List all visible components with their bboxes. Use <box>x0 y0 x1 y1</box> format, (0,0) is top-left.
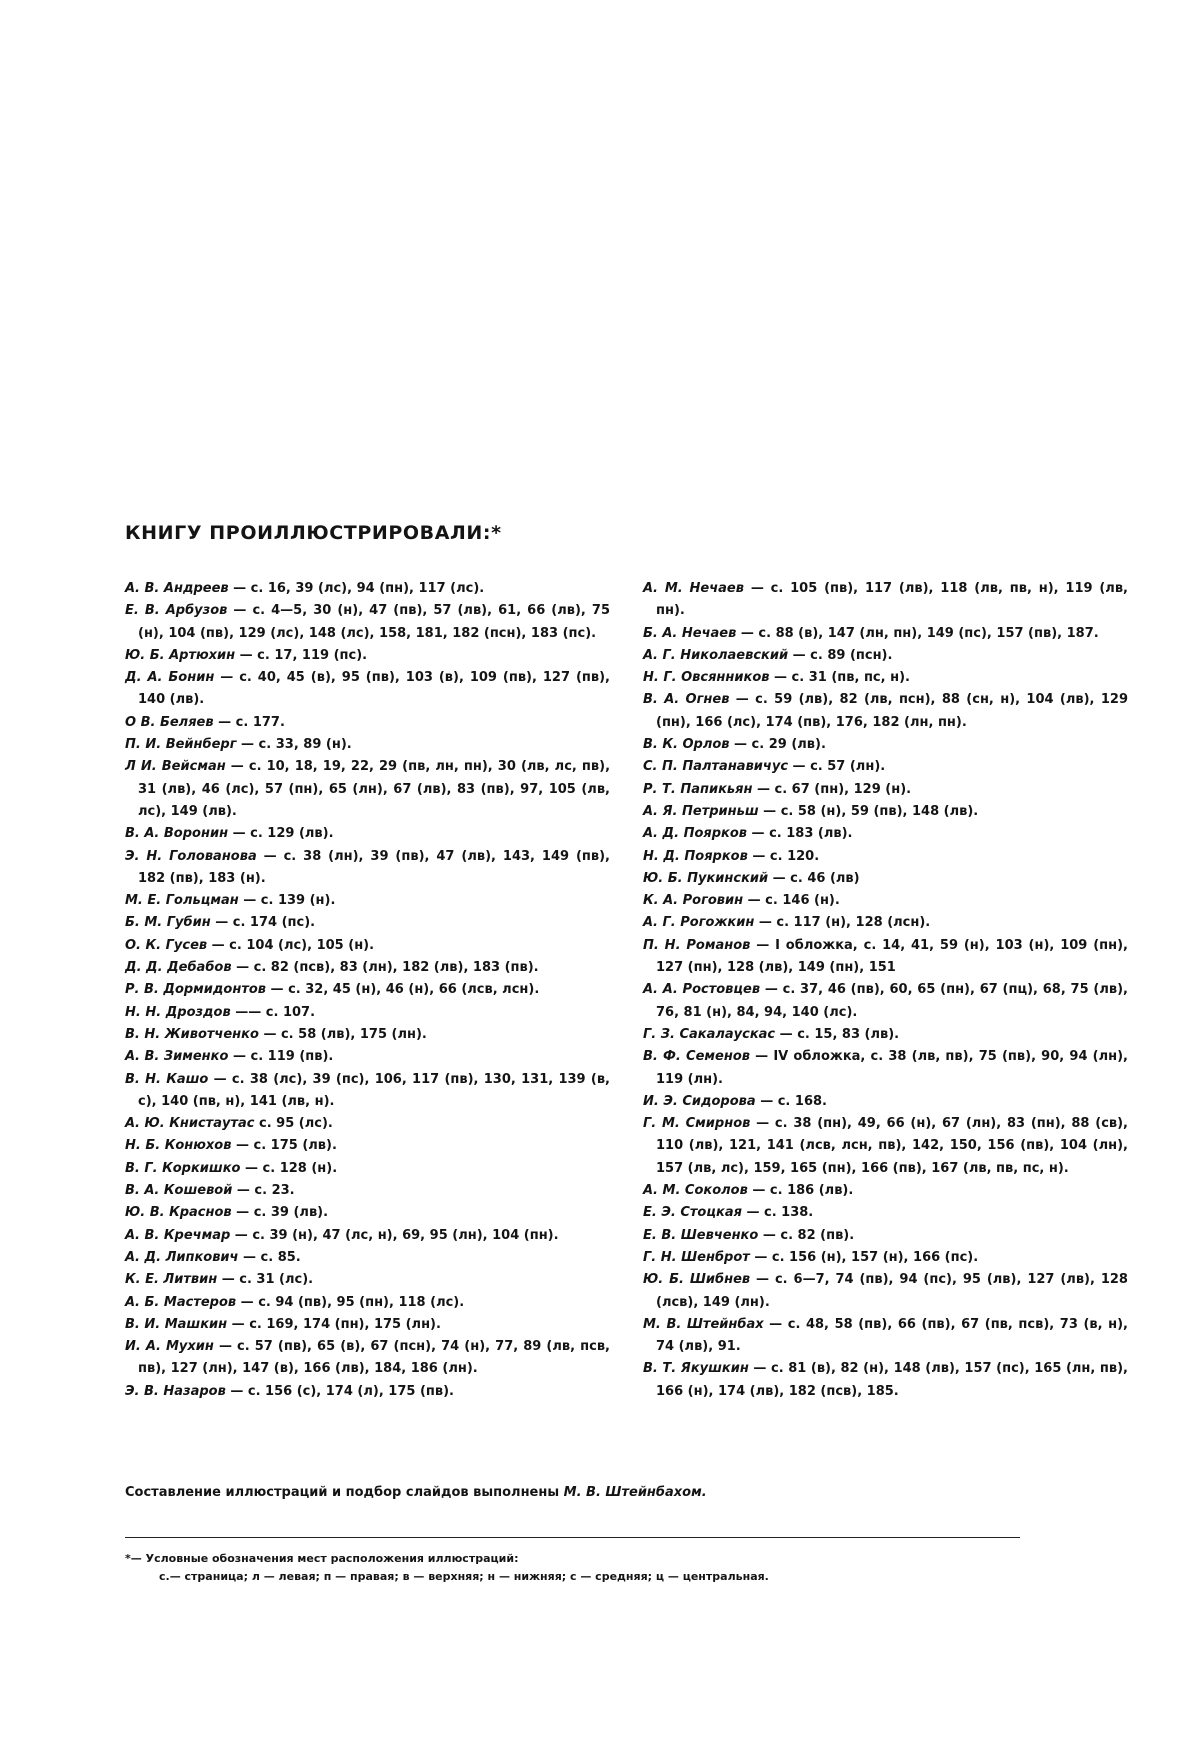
illustrator-entry <box>643 756 1128 778</box>
illustrator-name: Н. Г. Овсянников <box>643 670 770 686</box>
illustrator-pages: — с. 33, 89 (н). <box>236 737 352 753</box>
illustrator-entry <box>125 1069 610 1114</box>
illustrator-name: А. Д. Поярков <box>643 826 748 842</box>
credit-text: Составление иллюстраций и подбор слайдов выполнены <box>125 1485 564 1500</box>
illustrator-entry <box>125 912 610 934</box>
illustrator-pages: — с. 156 (с), 174 (л), 175 (пв). <box>225 1383 454 1399</box>
illustrator-name: Г. Н. Шенброт <box>643 1249 750 1265</box>
illustrator-name: Э. Н. Голованова <box>125 848 257 864</box>
illustrator-name: А. А. Ростовцев <box>643 982 761 998</box>
illustrator-pages: — с. 85. <box>238 1249 301 1265</box>
illustrator-entry <box>643 1358 1128 1403</box>
illustrator-name: А. М. Соколов <box>643 1183 748 1199</box>
illustrator-entry <box>125 935 610 957</box>
illustrator-pages: — I обложка, с. 14, 41, 59 (н), 103 (н), 109 (пн), 127 (пн), 128 (лв), 149 (пн), 151 <box>656 937 1128 976</box>
illustrator-name: Е. В. Шевченко <box>643 1227 759 1243</box>
illustrator-pages: — с. 58 (н), 59 (пв), 148 (лв). <box>758 803 979 819</box>
illustrator-pages: — с. 46 (лв) <box>768 870 860 886</box>
illustrator-pages: — с. 82 (пв). <box>758 1227 855 1243</box>
illustrator-name: А. Г. Николаевский <box>643 647 789 663</box>
illustrator-name: Ю. Б. Артюхин <box>125 647 236 663</box>
illustrator-name: Ю. Б. Шибнев <box>643 1272 751 1288</box>
illustrator-entry <box>643 890 1128 912</box>
illustrator-name: В. А. Кошевой <box>125 1183 233 1199</box>
credit-line <box>125 1485 707 1500</box>
illustrator-pages: — с. 117 (н), 128 (лсн). <box>754 915 931 931</box>
illustrator-name: К. А. Роговин <box>643 893 744 909</box>
illustrator-entry <box>643 979 1128 1024</box>
illustrator-pages: — с. 139 (н). <box>238 893 336 909</box>
illustrator-name: Н. Н. Дроздов <box>125 1004 231 1020</box>
illustrator-entry <box>125 1202 610 1224</box>
illustrator-entry <box>643 1024 1128 1046</box>
page-title: КНИГУ ПРОИЛЛЮСТРИРОВАЛИ:* <box>125 522 502 544</box>
illustrator-name: А. В. Зименко <box>125 1049 229 1065</box>
illustrator-pages: — с. 119 (пв). <box>228 1049 334 1065</box>
illustrator-entry <box>125 1113 610 1135</box>
illustrator-name: Г. М. Смирнов <box>643 1116 751 1132</box>
illustrator-name: П. Н. Романов <box>643 937 751 953</box>
footnote <box>125 1550 1025 1586</box>
illustrator-entry <box>643 689 1128 734</box>
illustrator-name: Д. Д. Дебабов <box>125 960 232 976</box>
illustrator-name: Н. Д. Поярков <box>643 848 748 864</box>
illustrator-entry <box>125 846 610 891</box>
illustrator-entry <box>125 578 610 600</box>
illustrator-entry <box>643 1180 1128 1202</box>
illustrator-name: Е. В. Арбузов <box>125 603 228 619</box>
illustrator-name: А. Ю. Книстаутас <box>125 1116 255 1132</box>
illustrator-entry <box>125 1002 610 1024</box>
illustrator-pages: — с. 120. <box>747 848 820 864</box>
illustrator-pages: — с. 82 (псв), 83 (лн), 182 (лв), 183 (пв). <box>231 960 539 976</box>
illustrator-pages: — с. 38 (пн), 49, 66 (н), 67 (лн), 83 (пн), 88 (св), 110 (лв), 121, 141 (лсв, лсн, пв), 142, 150, 156 (пв), 104 (лн), 157 (лв, лс), 159, 165 (пн), 166 (пв), 167 (лв, пв, пс, н). <box>656 1116 1129 1176</box>
illustrator-pages: — с. 156 (н), 157 (н), 166 (пс). <box>749 1249 979 1265</box>
illustrator-pages: — с. 183 (лв). <box>747 826 853 842</box>
illustrator-pages: — с. 10, 18, 19, 22, 29 (пв, лн, пн), 30 (лв, лс, пв), 31 (лв), 46 (лс), 57 (пн), 65 (лн), 67 (лв), 83 (пв), 97, 105 (лв, лс), 149 (лв). <box>138 759 611 819</box>
illustrator-entry <box>643 1247 1128 1269</box>
illustrator-pages: — с. 169, 174 (пн), 175 (лн). <box>227 1316 441 1332</box>
illustrator-pages: — с. 129 (лв). <box>228 826 334 842</box>
illustrator-entry <box>643 823 1128 845</box>
illustrator-entry <box>125 1225 610 1247</box>
illustrator-name: А. М. Нечаев <box>643 581 744 596</box>
illustrator-pages: —— с. 107. <box>230 1004 316 1020</box>
illustrator-entry <box>125 823 610 845</box>
illustrator-entry <box>125 1158 610 1180</box>
illustrator-name: А. Б. Мастеров <box>125 1294 237 1310</box>
illustrator-name: Б. А. Нечаев <box>643 625 737 641</box>
illustrator-name: Б. М. Губин <box>125 915 211 931</box>
illustrator-entry <box>125 734 610 756</box>
illustrator-name: А. Д. Липкович <box>125 1249 239 1265</box>
illustrator-pages: — с. 38 (лс), 39 (пс), 106, 117 (пв), 130, 131, 139 (в, с), 140 (пв, н), 141 (лв, н). <box>138 1071 610 1109</box>
illustrator-pages: — с. 146 (н). <box>743 893 840 909</box>
illustrator-pages: — с. 31 (лс). <box>217 1272 314 1288</box>
illustrator-entry <box>125 1046 610 1068</box>
illustrator-pages: — с. 57 (пв), 65 (в), 67 (псн), 74 (н), 77, 89 (лв, псв, пв), 127 (лн), 147 (в), 166 (лв), 184, 186 (лн). <box>138 1339 610 1377</box>
illustrator-pages: — с. 31 (пв, пс, н). <box>769 670 910 686</box>
illustrator-entry <box>125 667 610 712</box>
illustrator-name: В. А. Огнев <box>643 692 730 708</box>
illustrator-pages: — с. 39 (лв). <box>231 1205 329 1221</box>
illustrator-pages: — с. 17, 119 (пс). <box>235 647 368 663</box>
illustrator-name: Г. З. Сакалаускас <box>643 1026 776 1042</box>
illustrator-entry <box>643 645 1128 667</box>
illustrator-entry <box>125 1381 610 1403</box>
illustrator-entry <box>643 667 1128 689</box>
footnote-legend: с.— страница; л — левая; п — правая; в — верхняя; н — нижняя; с — средняя; ц — центральная. <box>159 1570 769 1583</box>
illustrator-entry <box>643 779 1128 801</box>
illustrator-entry <box>643 578 1128 623</box>
illustrator-pages: — с. 174 (пс). <box>210 915 316 931</box>
footnote-divider <box>125 1537 1020 1538</box>
illustrator-pages: с. 95 (лс). <box>254 1116 333 1132</box>
illustrator-entry <box>643 1113 1128 1180</box>
illustrator-name: В. Н. Кашо <box>125 1071 209 1087</box>
illustrator-entry <box>125 600 610 645</box>
illustrator-pages: — с. 16, 39 (лс), 94 (пн), 117 (лс). <box>228 581 485 596</box>
illustrator-entry <box>125 1024 610 1046</box>
illustrator-name: В. Т. Якушкин <box>643 1361 749 1377</box>
illustrator-pages: — с. 138. <box>741 1205 814 1221</box>
illustrator-name: И. А. Мухин <box>125 1339 214 1355</box>
illustrator-name: В. Г. Коркишко <box>125 1160 241 1176</box>
illustrator-name: О. К. Гусев <box>125 937 208 953</box>
illustrator-entry <box>125 1135 610 1157</box>
illustrator-name: Э. В. Назаров <box>125 1383 226 1399</box>
illustrator-entry <box>643 1225 1128 1247</box>
illustrator-entry <box>643 1091 1128 1113</box>
illustrator-entry <box>125 756 610 823</box>
illustrator-name: В. Н. Животченко <box>125 1026 259 1042</box>
illustrator-name: А. В. Кречмар <box>125 1227 231 1243</box>
illustrator-name: О В. Беляев <box>125 714 214 730</box>
illustrator-pages: — с. 67 (пн), 129 (н). <box>752 781 912 797</box>
illustrator-pages: — с. 168. <box>755 1093 827 1109</box>
illustrator-name: Д. А. Бонин <box>125 670 215 686</box>
illustrator-pages: — с. 48, 58 (пв), 66 (пв), 67 (пв, псв), 73 (в, н), 74 (лв), 91. <box>656 1316 1128 1355</box>
illustrator-pages: — с. 81 (в), 82 (н), 148 (лв), 157 (пс), 165 (лн, пв), 166 (н), 174 (лв), 182 (псв), 185. <box>656 1361 1128 1399</box>
illustrator-name: И. Э. Сидорова <box>643 1093 756 1109</box>
illustrator-name: М. Е. Гольцман <box>125 893 239 909</box>
footnote-head: *— Условные обозначения мест расположения иллюстраций: <box>125 1552 519 1565</box>
illustrator-entry <box>643 734 1128 756</box>
illustrator-entry <box>125 890 610 912</box>
illustrator-name: В. И. Машкин <box>125 1316 228 1332</box>
illustrator-name: Ю. Б. Пукинский <box>643 870 769 886</box>
illustrator-pages: — с. 32, 45 (н), 46 (н), 66 (лсв, лсн). <box>266 982 540 998</box>
illustrator-entry <box>643 801 1128 823</box>
illustrator-name: Р. В. Дормидонтов <box>125 982 267 998</box>
illustrators-list-left <box>125 578 610 1403</box>
illustrator-pages: — IV обложка, с. 38 (лв, пв), 75 (пв), 90, 94 (лн), 119 (лн). <box>656 1049 1128 1087</box>
illustrator-entry <box>125 1292 610 1314</box>
illustrator-pages: — с. 57 (лн). <box>788 759 886 775</box>
credit-name: М. В. Штейнбахом. <box>563 1485 707 1500</box>
illustrator-pages: — с. 89 (псн). <box>788 647 893 663</box>
illustrator-name: П. И. Вейнберг <box>125 737 237 753</box>
illustrator-entry <box>643 912 1128 934</box>
illustrator-pages: — с. 128 (н). <box>240 1160 338 1176</box>
illustrator-pages: — с. 59 (лв), 82 (лв, псн), 88 (сн, н), 104 (лв), 129 (пн), 166 (лс), 174 (пв), 176, 182 (лн, пн). <box>656 692 1128 730</box>
illustrator-pages: — с. 58 (лв), 175 (лн). <box>258 1026 427 1042</box>
illustrator-entry <box>643 623 1128 645</box>
illustrator-pages: — с. 23. <box>232 1183 295 1199</box>
illustrator-entry <box>643 1314 1128 1359</box>
illustrator-entry <box>125 979 610 1001</box>
illustrator-pages: — с. 177. <box>213 714 285 730</box>
illustrator-name: Н. Б. Конюхов <box>125 1138 232 1154</box>
illustrator-pages: — с. 40, 45 (в), 95 (пв), 103 (в), 109 (пв), 127 (пв), 140 (лв). <box>138 670 610 708</box>
illustrator-name: Ю. В. Краснов <box>125 1205 232 1221</box>
illustrator-pages: — с. 6—7, 74 (пв), 94 (пс), 95 (лв), 127 (лв), 128 (лсв), 149 (лн). <box>656 1272 1128 1310</box>
illustrator-entry <box>643 1046 1128 1091</box>
illustrator-name: А. Г. Рогожкин <box>643 915 755 931</box>
illustrator-name: А. Я. Петриньш <box>643 803 759 819</box>
illustrator-entry <box>643 868 1128 890</box>
illustrator-name: В. А. Воронин <box>125 826 229 842</box>
illustrator-name: А. В. Андреев <box>125 581 229 596</box>
illustrator-name: Р. Т. Папикьян <box>643 781 753 797</box>
illustrator-name: К. Е. Литвин <box>125 1272 218 1288</box>
illustrator-name: В. Ф. Семенов <box>643 1049 750 1065</box>
illustrator-pages: — с. 94 (пв), 95 (пн), 118 (лс). <box>236 1294 465 1310</box>
illustrator-name: Л И. Вейсман <box>125 759 226 775</box>
illustrator-entry <box>643 1202 1128 1224</box>
illustrator-pages: — с. 186 (лв). <box>747 1183 854 1199</box>
illustrator-entry <box>125 1247 610 1269</box>
illustrator-pages: — с. 37, 46 (пв), 60, 65 (пн), 67 (пц), 68, 75 (лв), 76, 81 (н), 84, 94, 140 (лс). <box>656 982 1128 1020</box>
illustrator-name: Е. Э. Стоцкая <box>643 1205 742 1221</box>
illustrator-entry <box>125 712 610 734</box>
illustrator-pages: — с. 39 (н), 47 (лс, н), 69, 95 (лн), 104 (пн). <box>230 1227 559 1243</box>
illustrator-pages: — с. 15, 83 (лв). <box>775 1026 900 1042</box>
illustrator-pages: — с. 38 (лн), 39 (пв), 47 (лв), 143, 149 (пв), 182 (пв), 183 (н). <box>138 848 610 886</box>
illustrator-pages: — с. 29 (лв). <box>729 737 826 753</box>
illustrator-entry <box>643 846 1128 868</box>
illustrator-entry <box>643 935 1128 980</box>
illustrator-entry <box>125 957 610 979</box>
illustrator-entry <box>125 645 610 667</box>
illustrator-pages: — с. 104 (лс), 105 (н). <box>207 937 375 953</box>
illustrator-pages: — с. 88 (в), 147 (лн, пн), 149 (пс), 157 (пв), 187. <box>736 625 1099 641</box>
illustrator-pages: — с. 4—5, 30 (н), 47 (пв), 57 (лв), 61, 66 (лв), 75 (н), 104 (пв), 129 (лс), 148 (лс), 158, 181, 182 (псн), 183 (пс). <box>138 603 610 641</box>
illustrator-name: В. К. Орлов <box>643 737 730 753</box>
illustrator-pages: — с. 175 (лв). <box>231 1138 337 1154</box>
illustrator-entry <box>125 1269 610 1291</box>
illustrator-entry <box>125 1336 610 1381</box>
illustrator-pages: — с. 105 (пв), 117 (лв), 118 (лв, пв, н), 119 (лв, пн). <box>656 581 1128 619</box>
illustrator-name: С. П. Палтанавичус <box>643 759 789 775</box>
illustrators-list-right <box>643 578 1128 1403</box>
illustrator-entry <box>643 1269 1128 1314</box>
illustrator-name: М. В. Штейнбах <box>643 1316 764 1332</box>
illustrator-entry <box>125 1314 610 1336</box>
illustrator-entry <box>125 1180 610 1202</box>
